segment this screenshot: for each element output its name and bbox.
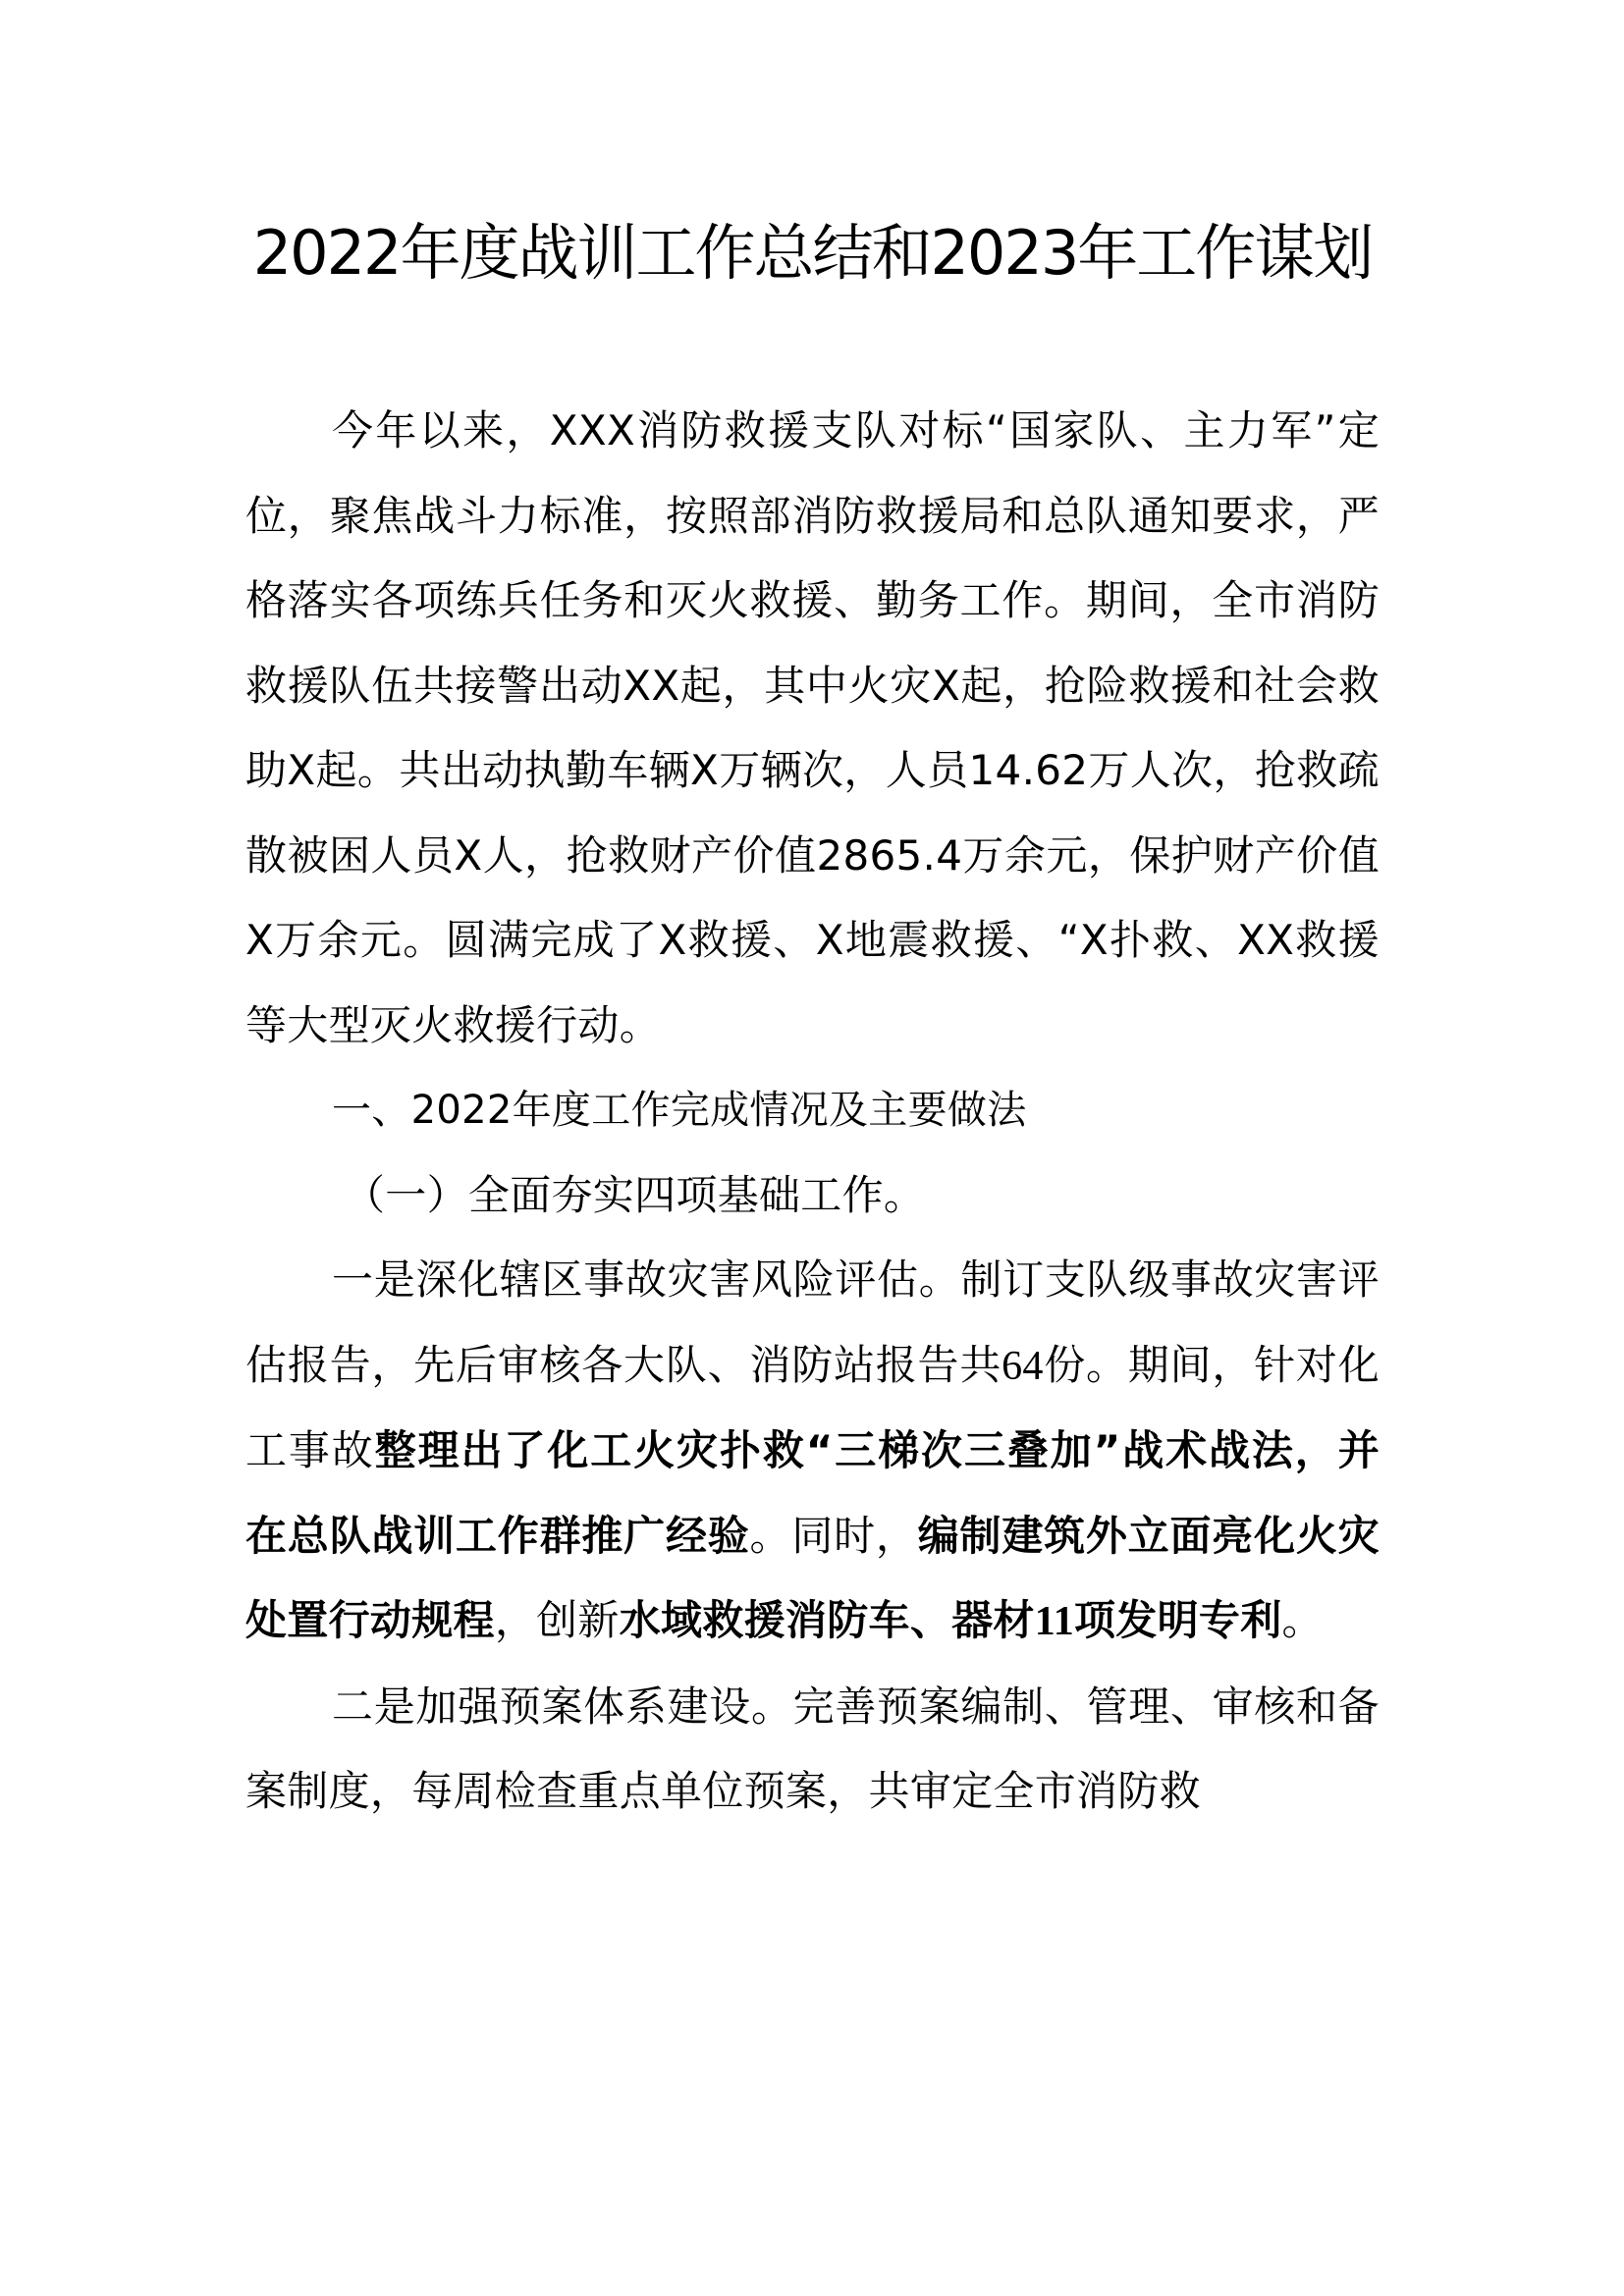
document-title: 2022年度战训工作总结和2023年工作谋划 <box>252 217 1373 289</box>
intro-paragraph: 今年以来，XXX消防救援支队对标“国家队、主力军”定位，聚焦战斗力标准，按照部消防救援局和总队通知要求，严格落实各项练兵任务和灭火救援、勤务工作。期间，全市消防救援队伍共接警出动XX起，其中火灾X起，抢险救援和社会救助X起。共出动执勤车辆X万辆次，人员14.62万人次，抢救疏散被困人员X人，抢救财产价值2865.4万余元，保护财产价值X万余元。圆满完成了X救援、X地震救援、“X扑救、XX救援等大型灭火救援行动。 <box>245 406 1380 1049</box>
item-2-paragraph: 二是加强预案体系建设。完善预案编制、管理、审核和备案制度，每周检查重点单位预案，共审定全市消防救 <box>245 1682 1380 1815</box>
document-page <box>245 211 1380 1835</box>
item-1-paragraph <box>245 1238 1380 1665</box>
patent-count: 11 <box>1034 1599 1075 1644</box>
item-1-bold-a: 整理出了化工火灾扑救“三梯次三叠加”战术战法，并在总队战训工作群推广经验 <box>245 1426 1380 1560</box>
item-1-text-b: 份。期间，针对化工事故 <box>245 1340 1380 1474</box>
item-1-text-c: 。同时， <box>749 1511 918 1560</box>
item-1-text-d: ，创新 <box>494 1596 620 1644</box>
document-body <box>245 389 1380 1835</box>
item-1-bold-b: 编制建筑外立面亮化火灾处置行动规程 <box>245 1511 1380 1644</box>
item-1-bold-c: 水域救援消防车、器材 <box>619 1596 1035 1644</box>
item-1-bold-d: 项发明专利 <box>1074 1596 1282 1644</box>
item-1-text-a: 一是深化辖区事故灾害风险评估。制订支队级事故灾害评估报告，先后审核各大队、消防站报告共 <box>245 1255 1380 1389</box>
item-1-text-e: 。 <box>1281 1596 1324 1644</box>
report-count: 64 <box>1001 1343 1044 1389</box>
section-heading-1: 一、2022年度工作完成情况及主要做法 <box>332 1088 1027 1133</box>
subsection-heading-1: （一）全面夯实四项基础工作。 <box>344 1170 926 1219</box>
